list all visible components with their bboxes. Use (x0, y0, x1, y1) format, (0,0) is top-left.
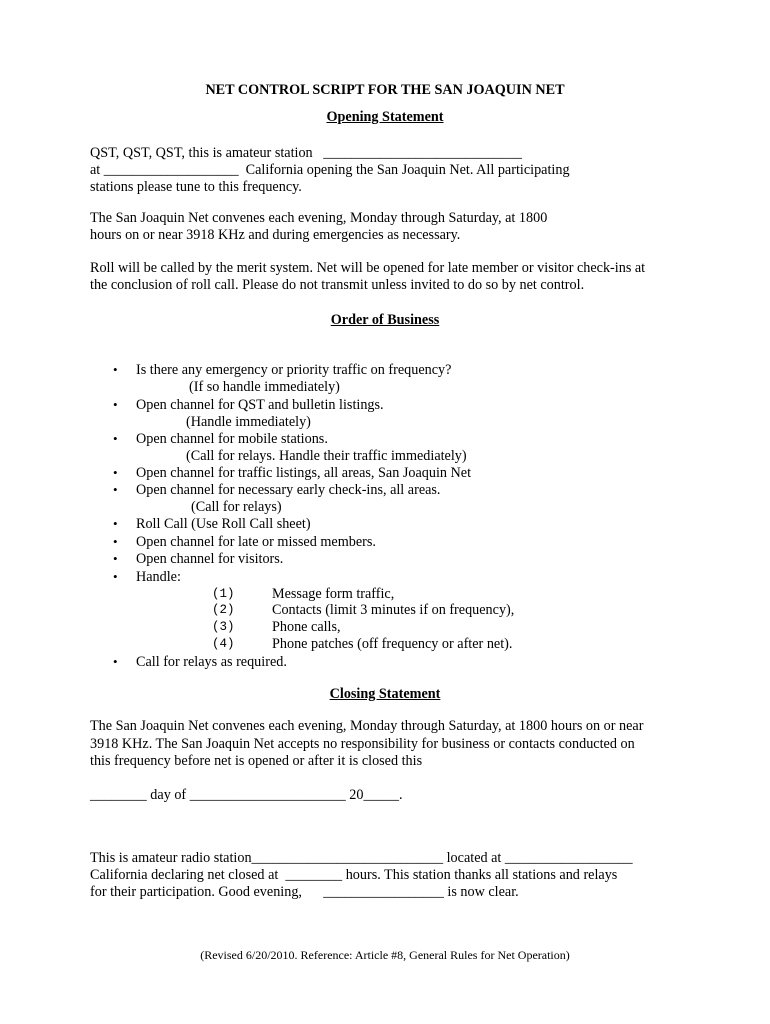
opening-line-3: stations please tune to this frequency. (90, 179, 302, 195)
order-item-2: Open channel for QST and bulletin listings. (136, 397, 384, 413)
schedule-line-2: hours on or near 3918 KHz and during emergencies as necessary. (90, 227, 461, 243)
order-item-3: Open channel for mobile stations. (136, 431, 328, 447)
rollcall-line-2: the conclusion of roll call. Please do not transmit unless invited to do so by net control. (90, 277, 585, 293)
order-item-10: Call for relays as required. (136, 654, 287, 670)
order-note-2: (Handle immediately) (186, 414, 311, 430)
rollcall-line-1: Roll will be called by the merit system. Net will be opened for late member or visitor check-ins at (90, 260, 646, 276)
bullet-icon: • (113, 482, 118, 497)
sign-line-2: California declaring net closed at ________ hours. This station thanks all stations and relays (90, 867, 618, 883)
page-title: NET CONTROL SCRIPT FOR THE SAN JOAQUIN NET (205, 82, 565, 98)
closing-line-1: The San Joaquin Net convenes each evening, Monday through Saturday, at 1800 hours on or near (90, 718, 644, 734)
bullet-icon: • (113, 465, 118, 480)
sign-line-1: This is amateur radio station___________________________ located at __________________ (90, 850, 633, 866)
handle-item-2: Contacts (limit 3 minutes if on frequency), (272, 602, 515, 618)
bullet-icon: • (113, 534, 118, 549)
sign-line-3: for their participation. Good evening, _________________ is now clear. (90, 884, 519, 900)
opening-line-1: QST, QST, QST, this is amateur station ____________________________ (90, 145, 522, 161)
handle-num-3: (3) (212, 620, 235, 634)
handle-item-4: Phone patches (off frequency or after net). (272, 636, 513, 652)
date-line: ________ day of ______________________ 20_____. (90, 787, 403, 803)
bullet-icon: • (113, 516, 118, 531)
order-item-6: Roll Call (Use Roll Call sheet) (136, 516, 311, 532)
handle-num-2: (2) (212, 603, 235, 617)
closing-heading: Closing Statement (329, 686, 441, 702)
handle-item-3: Phone calls, (272, 619, 341, 635)
bullet-icon: • (113, 654, 118, 669)
bullet-icon: • (113, 362, 118, 377)
closing-line-2: 3918 KHz. The San Joaquin Net accepts no responsibility for business or contacts conducted on (90, 736, 635, 752)
order-item-8: Open channel for visitors. (136, 551, 284, 567)
order-note-4: (Call for relays) (191, 499, 282, 515)
order-note-3: (Call for relays. Handle their traffic immediately) (186, 448, 467, 464)
schedule-line-1: The San Joaquin Net convenes each evening, Monday through Saturday, at 1800 (90, 210, 548, 226)
bullet-icon: • (113, 551, 118, 566)
bullet-icon: • (113, 569, 118, 584)
handle-num-1: (1) (212, 587, 235, 601)
order-item-9: Handle: (136, 569, 181, 585)
order-item-7: Open channel for late or missed members. (136, 534, 376, 550)
order-item-4: Open channel for traffic listings, all areas, San Joaquin Net (136, 465, 472, 481)
opening-line-2: at ___________________ California opening the San Joaquin Net. All participating (90, 162, 570, 178)
order-note-1: (If so handle immediately) (189, 379, 340, 395)
revision-footer: (Revised 6/20/2010. Reference: Article #8, General Rules for Net Operation) (200, 948, 570, 962)
handle-num-4: (4) (212, 637, 235, 651)
bullet-icon: • (113, 397, 118, 412)
closing-line-3: this frequency before net is opened or after it is closed this (90, 753, 423, 769)
order-item-5: Open channel for necessary early check-ins, all areas. (136, 482, 441, 498)
order-item-1: Is there any emergency or priority traffic on frequency? (136, 362, 452, 378)
order-heading: Order of Business (330, 312, 440, 328)
bullet-icon: • (113, 431, 118, 446)
opening-heading: Opening Statement (326, 109, 444, 125)
handle-item-1: Message form traffic, (272, 586, 395, 602)
